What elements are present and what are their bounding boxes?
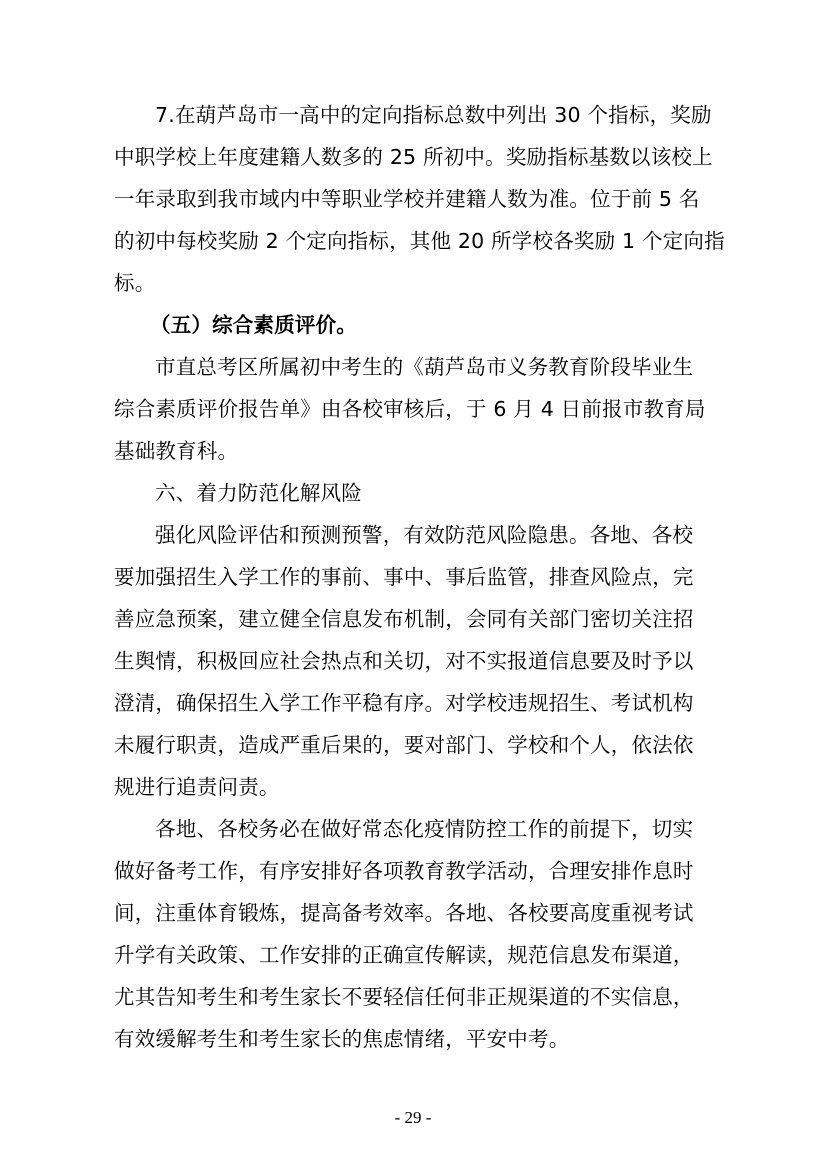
exam-preparation-paragraph-line-1: 各地、各校务必在做好常态化疫情防控工作的前提下，切实 <box>155 817 694 841</box>
risk-paragraph-line-2: 要加强招生入学工作的事前、事中、事后监管，排查风险点，完 <box>114 565 694 589</box>
paragraph-7-line-1: 7.在葫芦岛市一高中的定向指标总数中列出 30 个指标，奖励 <box>155 103 712 127</box>
evaluation-paragraph-line-2: 综合素质评价报告单》由各校审核后，于 6 月 4 日前报市教育局 <box>114 397 706 421</box>
exam-preparation-paragraph-line-3: 间，注重体育锻炼，提高备考效率。各地、各校要高度重视考试 <box>114 901 694 925</box>
risk-paragraph-line-1: 强化风险评估和预测预警，有效防范风险隐患。各地、各校 <box>155 523 694 547</box>
risk-paragraph-line-4: 生舆情，积极回应社会热点和关切，对不实报道信息要及时予以 <box>114 649 694 673</box>
paragraph-7-line-5: 标。 <box>114 271 156 295</box>
page-number: - 29 - <box>394 1108 432 1127</box>
exam-preparation-paragraph-line-6: 有效缓解考生和考生家长的焦虑情绪，平安中考。 <box>114 1027 570 1051</box>
paragraph-7-line-2: 中职学校上年度建籍人数多的 25 所初中。奖励指标基数以该校上 <box>114 145 713 169</box>
exam-preparation-paragraph-line-5: 尤其告知考生和考生家长不要轻信任何非正规渠道的不实信息， <box>114 985 694 1009</box>
section-heading-risk-prevention: 六、着力防范化解风险 <box>155 481 362 505</box>
evaluation-paragraph-line-1: 市直总考区所属初中考生的《葫芦岛市义务教育阶段毕业生 <box>155 355 694 379</box>
risk-paragraph-line-5: 澄清，确保招生入学工作平稳有序。对学校违规招生、考试机构 <box>114 691 694 715</box>
paragraph-7-line-4: 的初中每校奖励 2 个定向指标，其他 20 所学校各奖励 1 个定向指 <box>114 229 725 253</box>
evaluation-paragraph-line-3: 基础教育科。 <box>114 439 239 463</box>
exam-preparation-paragraph-line-4: 升学有关政策、工作安排的正确宣传解读，规范信息发布渠道， <box>114 943 694 967</box>
risk-paragraph-line-7: 规进行追责问责。 <box>114 775 280 799</box>
risk-paragraph-line-6: 未履行职责，造成严重后果的，要对部门、学校和个人，依法依 <box>114 733 694 757</box>
risk-paragraph-line-3: 善应急预案，建立健全信息发布机制，会同有关部门密切关注招 <box>114 607 694 631</box>
section-heading-comprehensive-evaluation: （五）综合素质评价。 <box>150 313 357 337</box>
paragraph-7-line-3: 一年录取到我市域内中等职业学校并建籍人数为准。位于前 5 名 <box>114 187 700 211</box>
exam-preparation-paragraph-line-2: 做好备考工作，有序安排好各项教育教学活动，合理安排作息时 <box>114 859 694 883</box>
